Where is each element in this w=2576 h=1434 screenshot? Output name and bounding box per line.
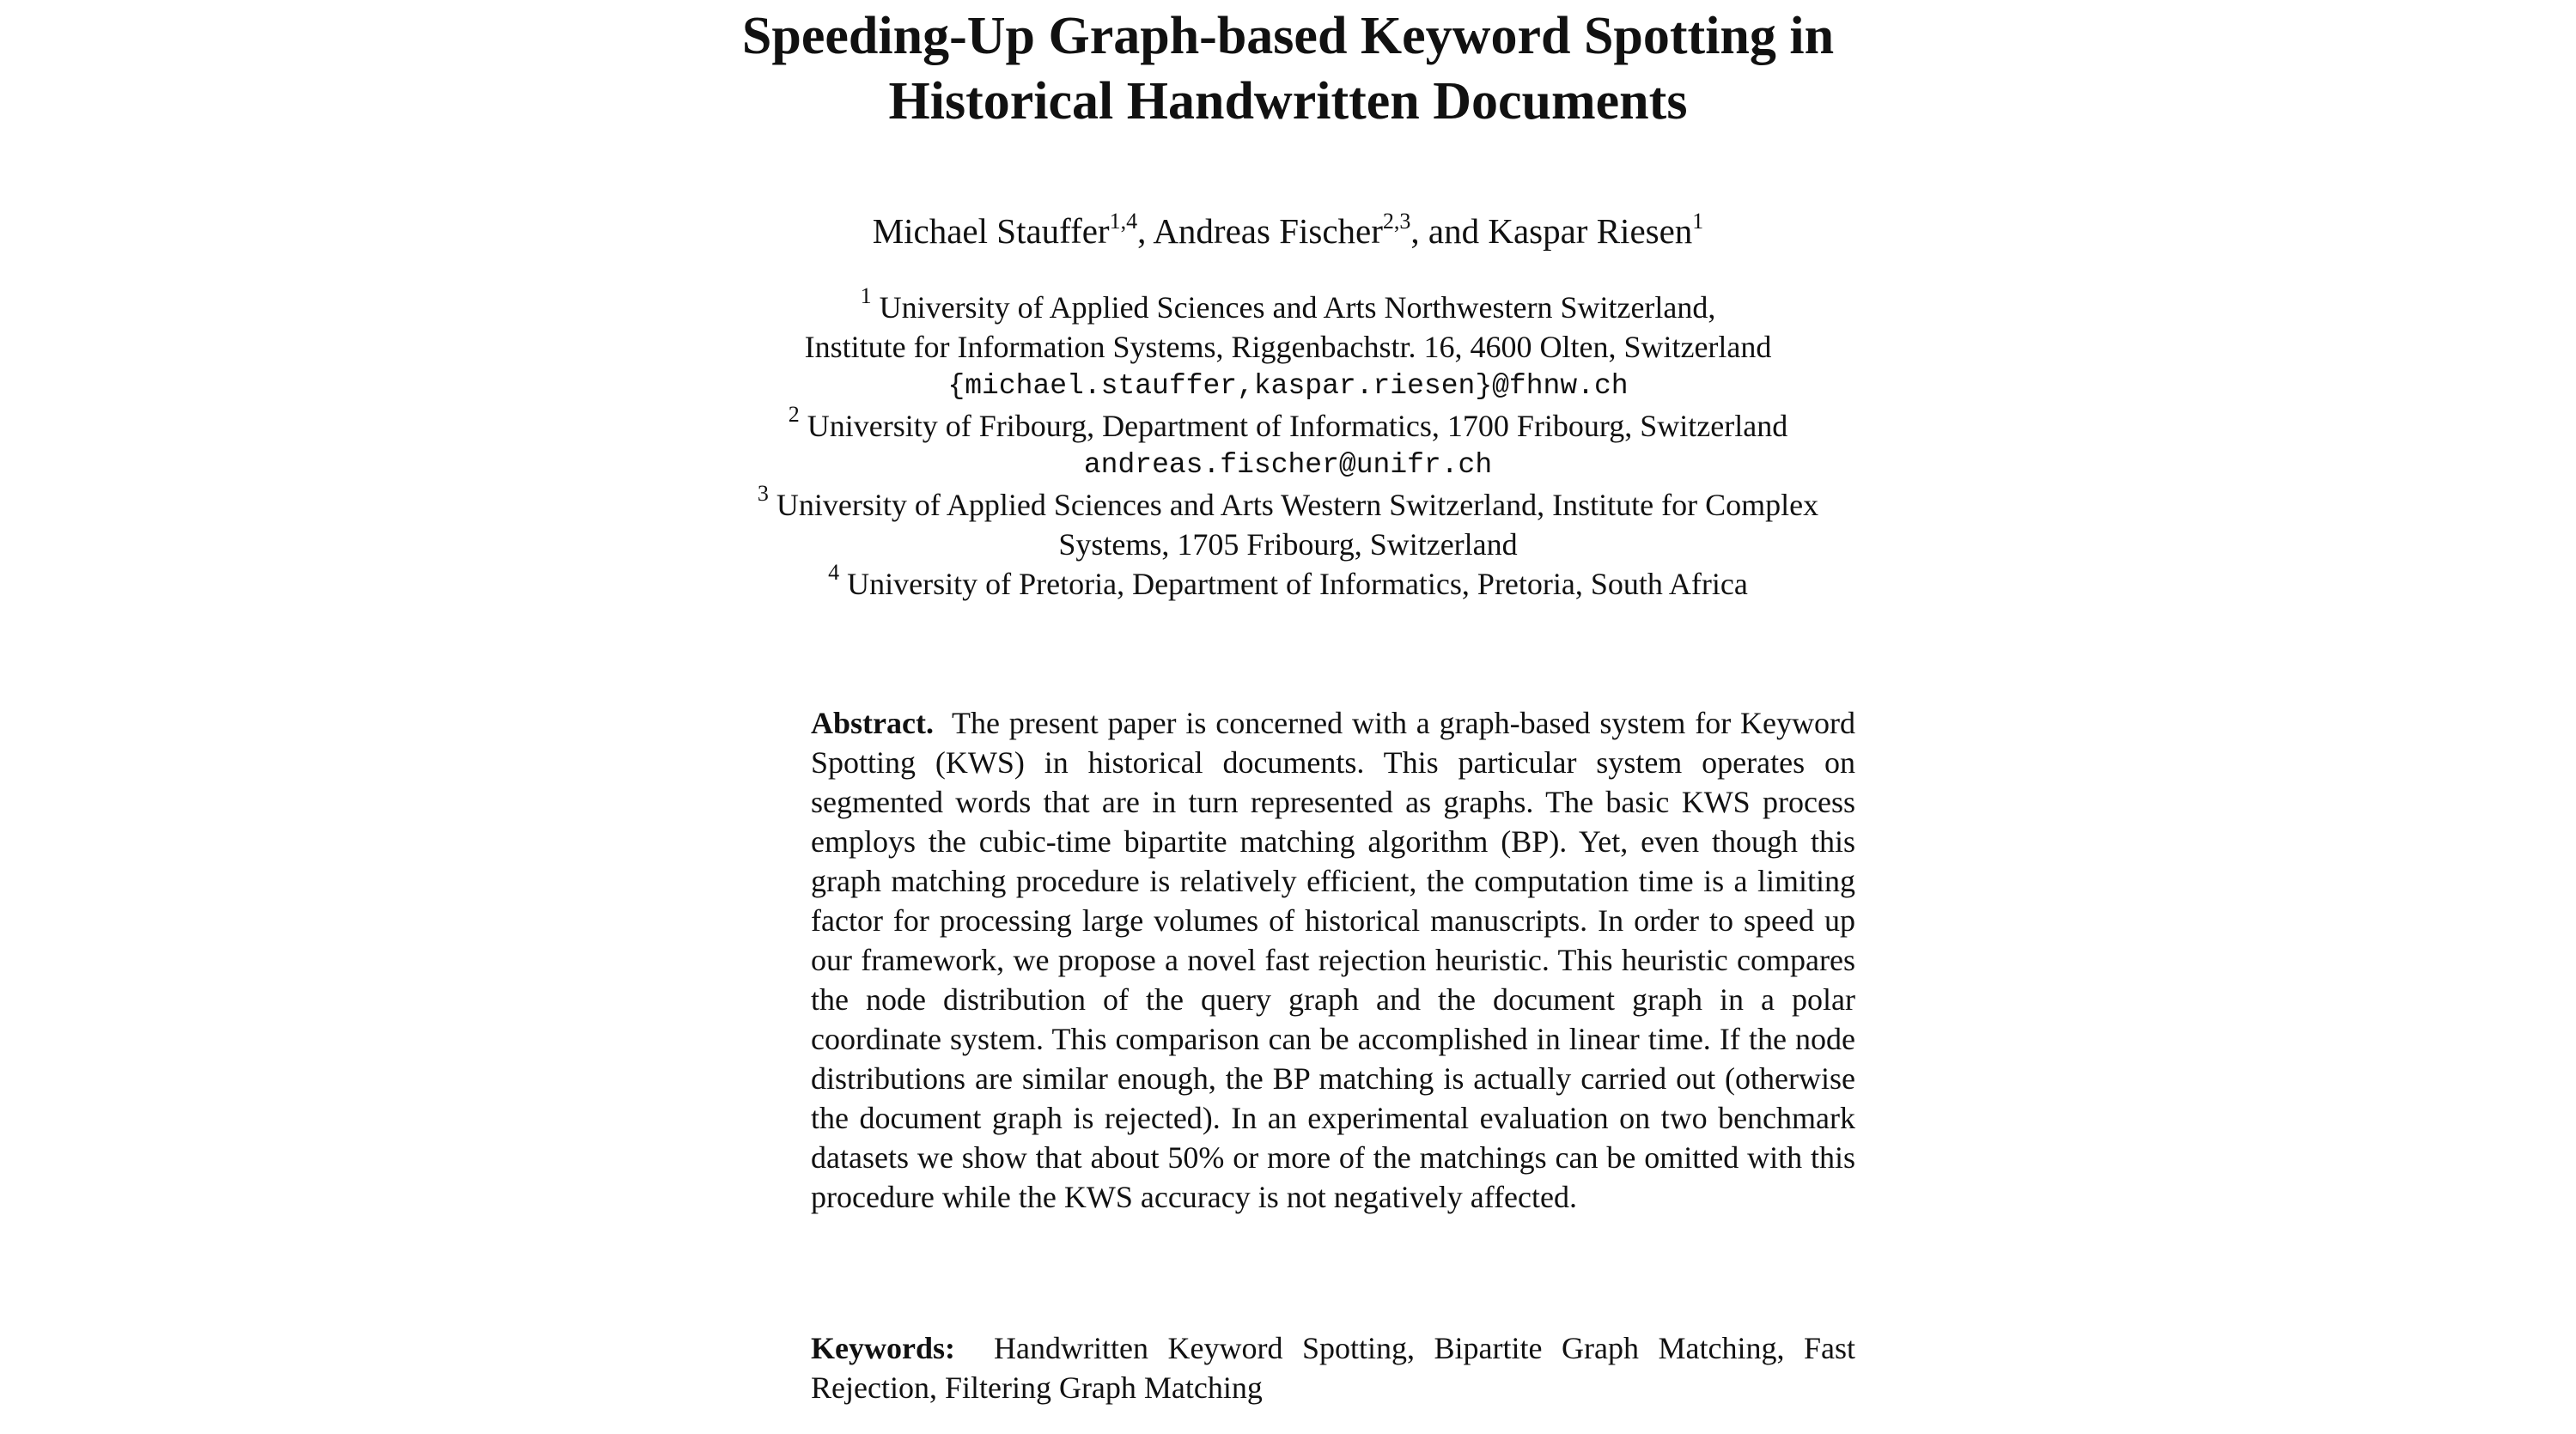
author-name: Kaspar Riesen	[1488, 211, 1693, 251]
paper-title	[0, 3, 2576, 134]
abstract-section	[811, 703, 1855, 1217]
abstract-paragraph	[811, 703, 1855, 1217]
title-line-2: Historical Handwritten Documents	[888, 72, 1688, 131]
author-name: Andreas Fischer	[1153, 211, 1383, 251]
author-affiliation-mark: 1,4	[1109, 209, 1138, 234]
author-separator: , and	[1410, 211, 1489, 251]
affiliation-3-line-2: Systems, 1705 Fribourg, Switzerland	[1058, 527, 1518, 562]
affiliation-text: University of Applied Sciences and Arts Northwestern Switzerland,	[879, 290, 1716, 325]
author-separator: ,	[1137, 211, 1154, 251]
affiliation-1-line-2: Institute for Information Systems, Riggenbachstr. 16, 4600 Olten, Switzerland	[804, 330, 1772, 364]
keywords-section	[811, 1328, 1855, 1407]
author-affiliation-mark: 2,3	[1382, 209, 1411, 234]
affiliation-1-email[interactable]: {michael.stauffer,kaspar.riesen}@fhnw.ch	[947, 370, 1629, 402]
abstract-label: Abstract.	[811, 706, 934, 740]
affiliation-2-line-1	[0, 402, 2576, 446]
affiliation-text: University of Applied Sciences and Arts Western Switzerland, Institute for Complex	[776, 488, 1819, 522]
keywords-label: Keywords:	[811, 1331, 955, 1365]
author-name: Michael Stauffer	[872, 211, 1110, 251]
keywords-text: Handwritten Keyword Spotting, Bipartite Graph Matching, Fast Rejection, Filtering Graph Matching	[811, 1331, 1855, 1405]
affiliation-text: University of Fribourg, Department of Informatics, 1700 Fribourg, Switzerland	[807, 409, 1788, 443]
abstract-text: The present paper is concerned with a graph-based system for Keyword Spotting (KWS) in historical documents. This particular system operates on segmented words that are in turn represented as graphs. The basic KWS process employs the cubic-time bipartite matching algorithm (BP). Yet, even though this graph matching procedure is relatively efficient, the computation time is a limiting factor for processing large volumes of historical manuscripts. In order to speed up our framework, we propose a novel fast rejection heuristic. This heuristic compares the node distribution of the query graph and the document graph in a polar coordinate system. This comparison can be accomplished in linear time. If the node distributions are similar enough, the BP matching is actually carried out (otherwise the document graph is rejected). In an experimental evaluation on two benchmark datasets we show that about 50% or more of the matchings can be omitted with this procedure while the KWS accuracy is not negatively affected.	[811, 706, 1855, 1214]
affiliation-1-line-1	[0, 283, 2576, 327]
affiliation-2-email[interactable]: andreas.fischer@unifr.ch	[1083, 449, 1493, 481]
affiliation-list	[0, 283, 2576, 604]
author-list	[0, 209, 2576, 253]
affiliation-text: University of Pretoria, Department of Informatics, Pretoria, South Africa	[847, 567, 1748, 601]
affiliation-3-line-1	[0, 481, 2576, 525]
affiliation-number: 1	[860, 283, 872, 309]
author-affiliation-mark: 1	[1692, 209, 1704, 234]
affiliation-number: 4	[828, 560, 840, 586]
title-line-1: Speeding-Up Graph-based Keyword Spotting in	[741, 7, 1835, 65]
affiliation-4-line-1	[0, 560, 2576, 604]
affiliation-number: 3	[757, 481, 769, 507]
affiliation-number: 2	[788, 402, 800, 428]
